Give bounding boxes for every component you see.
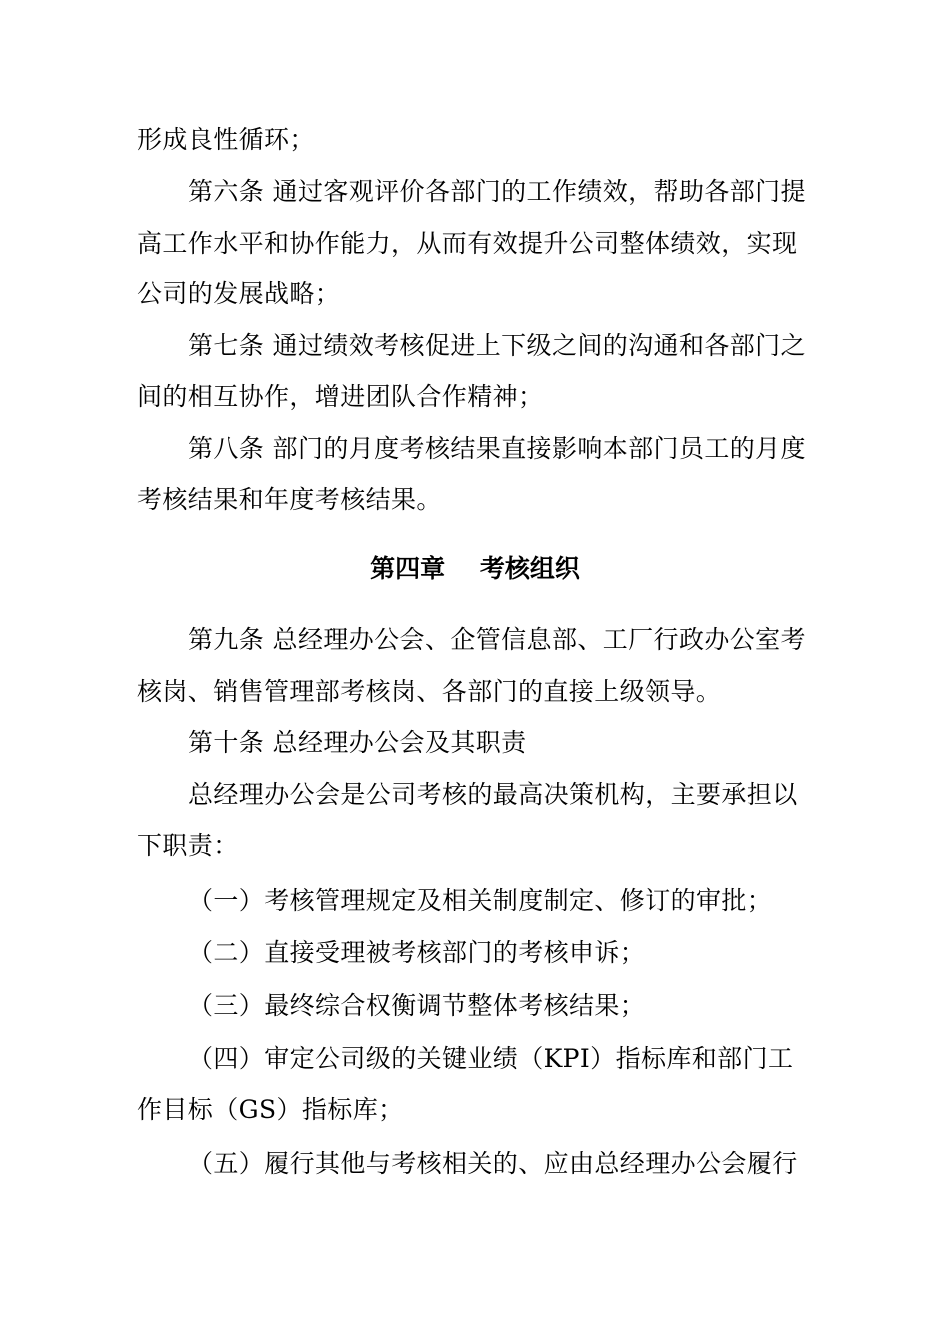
article-8-line: 第八条 部门的月度考核结果直接影响本部门员工的月度 — [188, 434, 806, 463]
paragraph-line: 间的相互协作，增进团队合作精神； — [137, 382, 544, 411]
paragraph-line: 形成良性循环； — [137, 125, 315, 154]
paragraph-line: 下职责： — [137, 831, 239, 860]
paragraph-line: 考核结果和年度考核结果。 — [137, 485, 442, 514]
list-item: （三）最终综合权衡调节整体考核结果； — [188, 991, 646, 1020]
article-9-line: 第九条 总经理办公会、企管信息部、工厂行政办公室考 — [188, 625, 806, 654]
list-item: （五）履行其他与考核相关的、应由总经理办公会履行 — [188, 1149, 798, 1178]
article-6-line: 第六条 通过客观评价各部门的工作绩效，帮助各部门提 — [188, 177, 806, 206]
paragraph-line: 作目标（GS）指标库； — [137, 1095, 404, 1124]
paragraph-line: 公司的发展战略； — [137, 279, 341, 308]
list-item: （二）直接受理被考核部门的考核申诉； — [188, 938, 646, 967]
paragraph-line: 核岗、销售管理部考核岗、各部门的直接上级领导。 — [137, 677, 722, 706]
paragraph-line: 总经理办公会是公司考核的最高决策机构，主要承担以 — [188, 780, 798, 809]
list-item: （一）考核管理规定及相关制度制定、修订的审批； — [188, 886, 773, 915]
chapter-heading: 第四章 考核组织 — [370, 554, 580, 583]
paragraph-line: 高工作水平和协作能力，从而有效提升公司整体绩效，实现 — [137, 229, 798, 258]
article-10-line: 第十条 总经理办公会及其职责 — [188, 728, 527, 757]
article-7-line: 第七条 通过绩效考核促进上下级之间的沟通和各部门之 — [188, 331, 806, 360]
list-item: （四）审定公司级的关键业绩（KPI）指标库和部门工 — [188, 1044, 794, 1073]
